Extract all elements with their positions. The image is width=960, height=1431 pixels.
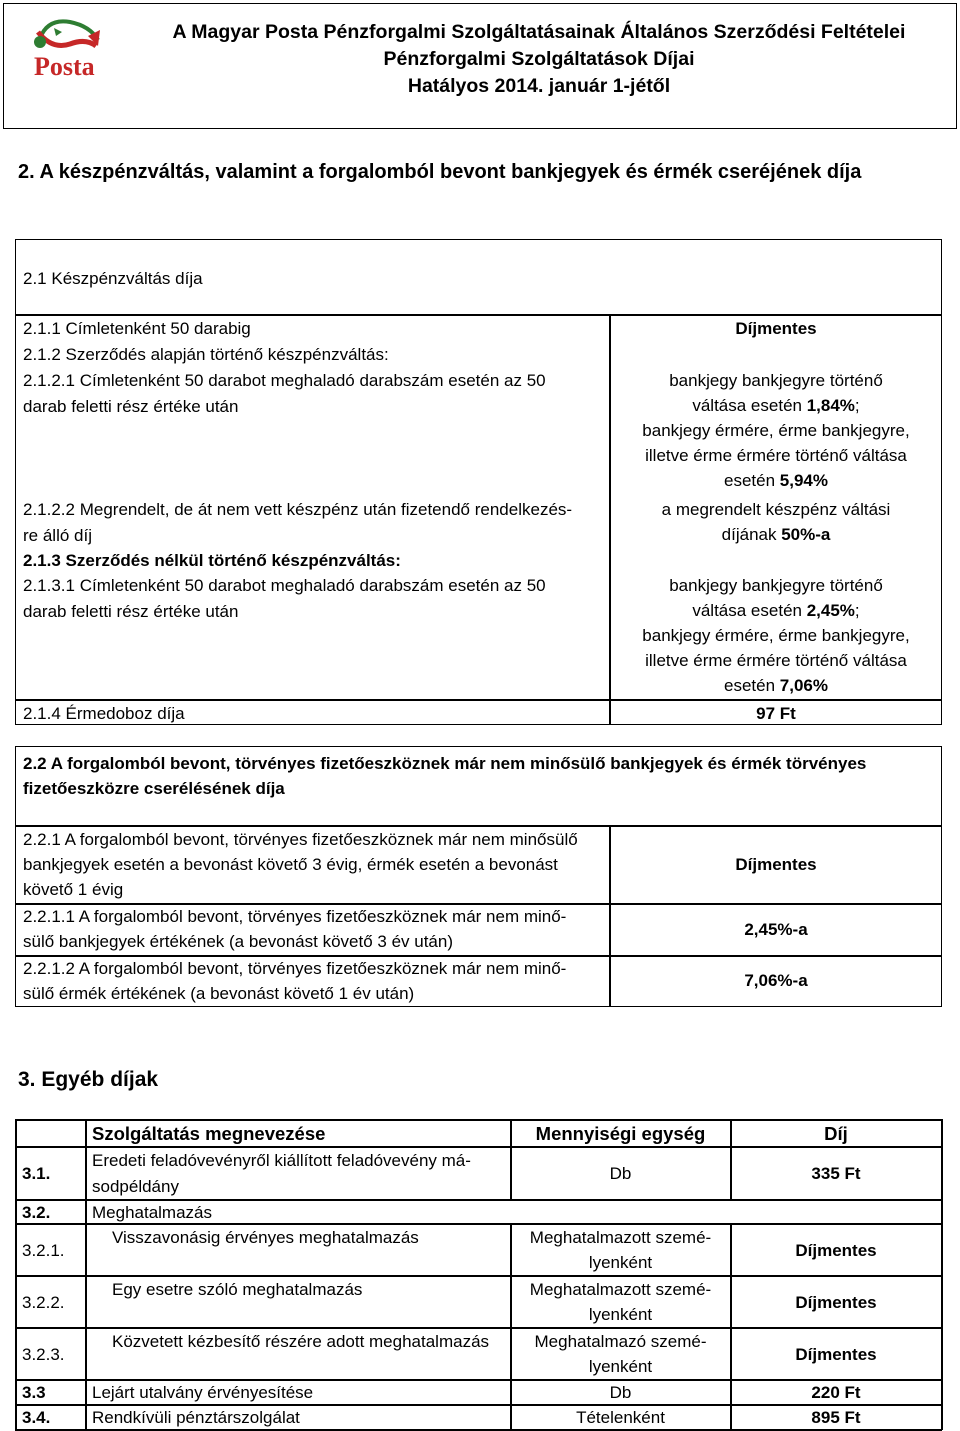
row-3-2-number: 3.2. bbox=[22, 1203, 51, 1222]
value-line: illetve érme érmére történő váltása bbox=[645, 651, 907, 670]
column-header-service: Szolgáltatás megnevezése bbox=[92, 1123, 326, 1144]
unit-line: lyenként bbox=[588, 1357, 653, 1376]
row-2-1-3-1-label: 2.1.3.1 Címletenként 50 darabot meghaladó darabszám esetén az 50 bbox=[23, 576, 546, 595]
row-3-1-fee: 335 Ft bbox=[811, 1164, 861, 1183]
row-3-4-name: Rendkívüli pénztárszolgálat bbox=[92, 1408, 300, 1427]
row-3-2-2-unit bbox=[511, 1277, 730, 1327]
value-text: ; bbox=[854, 601, 860, 620]
row-2-1-2-title: 2.1.2 Szerződés alapján történő készpénzváltás: bbox=[23, 345, 389, 364]
value-percent: 2,45% bbox=[806, 601, 855, 620]
row-2-1-2-1-value bbox=[611, 368, 941, 493]
row-3-1-number: 3.1. bbox=[22, 1164, 51, 1183]
value-text: váltása esetén bbox=[692, 601, 807, 620]
row-3-2-1-unit bbox=[511, 1225, 730, 1275]
row-2-1-2-2-label-cont: re álló díj bbox=[23, 526, 92, 545]
row-3-2-2-name: Egy esetre szóló meghatalmazás bbox=[112, 1280, 363, 1299]
value-line: illetve érme érmére történő váltása bbox=[645, 446, 907, 465]
row-2-1-1-value: Díjmentes bbox=[735, 319, 817, 338]
row-3-2-1-number: 3.2.1. bbox=[22, 1241, 65, 1260]
logo-text: Posta bbox=[34, 52, 95, 81]
value-line: bankjegy bankjegyre történő bbox=[669, 371, 883, 390]
unit-line: Meghatalmazó szemé- bbox=[534, 1332, 707, 1351]
row-2-1-2-2-value bbox=[611, 497, 941, 547]
section-2-2-title: 2.2 A forgalomból bevont, törvényes fizetőeszköznek már nem minősülő bankjegyek és érmék törvényes bbox=[23, 754, 867, 773]
value-line: bankjegy bankjegyre történő bbox=[669, 576, 883, 595]
row-2-2-1-1-label-cont: sülő bankjegyek értékének (a bevonást követő 3 év után) bbox=[23, 932, 453, 951]
row-3-3-unit: Db bbox=[609, 1383, 632, 1402]
row-2-2-1-1-label: 2.2.1.1 A forgalomból bevont, törvényes fizetőeszköznek már nem minő- bbox=[23, 907, 567, 926]
row-2-2-1-2-value: 7,06%-a bbox=[744, 971, 808, 990]
unit-line: lyenként bbox=[588, 1305, 653, 1324]
value-percent: 5,94% bbox=[779, 471, 828, 490]
value-text: esetén bbox=[724, 471, 780, 490]
row-2-2-1-2-label: 2.2.1.2 A forgalomból bevont, törvényes fizetőeszköznek már nem minő- bbox=[23, 959, 567, 978]
posta-logo bbox=[18, 10, 122, 90]
section-2-title: 2. A készpénzváltás, valamint a forgalomból bevont bankjegyek és érmék cseréjének díja bbox=[18, 161, 862, 183]
unit-line: Meghatalmazott szemé- bbox=[529, 1228, 712, 1247]
row-2-2-1-2-label-cont: sülő érmék értékének (a bevonást követő 1 év után) bbox=[23, 984, 415, 1003]
row-3-2-1-fee: Díjmentes bbox=[795, 1241, 877, 1260]
row-3-2-2-number: 3.2.2. bbox=[22, 1293, 65, 1312]
row-2-2-1-value: Díjmentes bbox=[735, 855, 817, 874]
value-line: bankjegy érmére, érme bankjegyre, bbox=[642, 421, 910, 440]
value-line bbox=[611, 673, 941, 698]
row-2-1-3-title: 2.1.3 Szerződés nélkül történő készpénzváltás: bbox=[23, 551, 401, 570]
header-effective-date: Hatályos 2014. január 1-jétől bbox=[407, 75, 671, 97]
header-title: A Magyar Posta Pénzforgalmi Szolgáltatásainak Általános Szerződési Feltételei bbox=[172, 21, 906, 43]
row-2-1-3-1-label-cont: darab feletti rész értéke után bbox=[23, 602, 239, 621]
row-2-1-2-1-label-cont: darab feletti rész értéke után bbox=[23, 397, 239, 416]
row-3-4-number: 3.4. bbox=[22, 1408, 51, 1427]
divider bbox=[85, 1119, 87, 1430]
row-3-2-1-name: Visszavonásig érvényes meghatalmazás bbox=[112, 1228, 419, 1247]
row-3-4-unit: Tételenként bbox=[576, 1408, 665, 1427]
section-3-title: 3. Egyéb díjak bbox=[18, 1068, 159, 1091]
row-2-2-1-label-cont: bankjegyek esetén a bevonást követő 3 évig, érmék esetén a bevonást bbox=[23, 855, 558, 874]
header-subtitle: Pénzforgalmi Szolgáltatások Díjai bbox=[383, 48, 695, 70]
value-text: ; bbox=[854, 396, 860, 415]
value-line bbox=[611, 598, 941, 623]
row-3-1-name-cont: sodpéldány bbox=[92, 1177, 179, 1196]
row-3-2-name: Meghatalmazás bbox=[92, 1203, 213, 1222]
column-header-unit: Mennyiségi egység bbox=[535, 1123, 706, 1144]
row-2-2-1-label: 2.2.1 A forgalomból bevont, törvényes fizetőeszköznek már nem minősülő bbox=[23, 830, 578, 849]
row-2-2-1-label-cont: követő 1 évig bbox=[23, 880, 124, 899]
value-line: a megrendelt készpénz váltási bbox=[661, 500, 891, 519]
row-3-2-3-name: Közvetett kézbesítő részére adott meghatalmazás bbox=[112, 1332, 490, 1351]
row-3-2-3-fee: Díjmentes bbox=[795, 1345, 877, 1364]
row-3-3-number: 3.3 bbox=[22, 1383, 46, 1402]
row-3-2-3-unit bbox=[511, 1329, 730, 1379]
row-3-3-name: Lejárt utalvány érvényesítése bbox=[92, 1383, 314, 1402]
unit-line: lyenként bbox=[588, 1253, 653, 1272]
row-3-1-unit: Db bbox=[609, 1164, 632, 1183]
row-2-1-2-2-label: 2.1.2.2 Megrendelt, de át nem vett készpénz után fizetendő rendelkezés- bbox=[23, 500, 573, 519]
row-2-1-2-1-label: 2.1.2.1 Címletenként 50 darabot meghaladó darabszám esetén az 50 bbox=[23, 371, 546, 390]
value-text: esetén bbox=[724, 676, 780, 695]
row-3-2-3-number: 3.2.3. bbox=[22, 1345, 65, 1364]
row-3-3-fee: 220 Ft bbox=[811, 1383, 861, 1402]
section-2-1-title: 2.1 Készpénzváltás díja bbox=[23, 269, 203, 288]
value-line bbox=[611, 468, 941, 493]
value-text: váltása esetén bbox=[692, 396, 807, 415]
value-line: bankjegy érmére, érme bankjegyre, bbox=[642, 626, 910, 645]
value-text: díjának bbox=[721, 525, 782, 544]
row-2-1-3-1-value bbox=[611, 573, 941, 698]
divider bbox=[941, 1119, 943, 1430]
value-line bbox=[611, 522, 941, 547]
value-percent: 1,84% bbox=[806, 396, 855, 415]
row-3-1-name: Eredeti feladóvevényről kiállított feladóvevény má- bbox=[92, 1151, 471, 1170]
row-2-1-4-label: 2.1.4 Érmedoboz díja bbox=[23, 704, 185, 723]
row-3-4-fee: 895 Ft bbox=[811, 1408, 861, 1427]
unit-line: Meghatalmazott szemé- bbox=[529, 1280, 712, 1299]
section-2-2-title-cont: fizetőeszközre cserélésének díja bbox=[23, 779, 285, 798]
row-3-2-2-fee: Díjmentes bbox=[795, 1293, 877, 1312]
row-2-1-4-value: 97 Ft bbox=[756, 704, 796, 723]
row-2-2-1-1-value: 2,45%-a bbox=[744, 920, 808, 939]
value-line bbox=[611, 393, 941, 418]
value-percent: 50%-a bbox=[781, 525, 831, 544]
column-header-fee: Díj bbox=[824, 1123, 848, 1144]
row-2-1-1-label: 2.1.1 Címletenként 50 darabig bbox=[23, 319, 251, 338]
divider bbox=[15, 1119, 17, 1430]
value-percent: 7,06% bbox=[779, 676, 828, 695]
